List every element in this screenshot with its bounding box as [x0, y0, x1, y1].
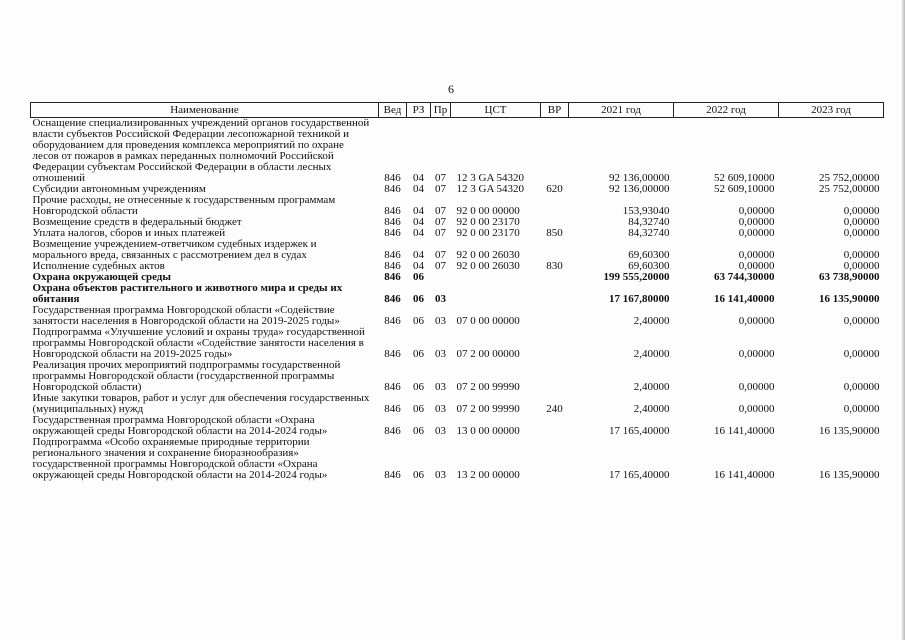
cell-2021: 84,32740	[628, 216, 670, 228]
cell-2023: 0,00000	[843, 205, 880, 217]
cell-cst: 13 0 00 00000	[456, 425, 520, 437]
cell-rz: 06	[413, 293, 424, 305]
cell-2022: 0,00000	[738, 260, 775, 272]
cell-2022: 52 609,10000	[714, 183, 775, 195]
cell-2023: 16 135,90000	[819, 469, 880, 481]
header-2022: 2022 год	[674, 103, 779, 118]
table-row	[31, 327, 884, 360]
cell-vr	[541, 239, 569, 261]
cell-2022: 0,00000	[738, 348, 775, 360]
cell-ved: 846	[384, 425, 401, 437]
cell-2021: 2,40000	[633, 403, 670, 415]
cell-vr: 620	[546, 183, 563, 195]
cell-name: Иные закупки товаров, работ и услуг для обеспечения государственных (муниципальных) нужд	[32, 392, 370, 415]
cell-vr	[541, 283, 569, 305]
header-name: Наименование	[31, 103, 379, 118]
cell-2021: 199 555,20000	[603, 271, 670, 283]
cell-rz: 06	[413, 315, 424, 327]
cell-cst: 07 2 00 00000	[456, 348, 520, 360]
cell-pr: 03	[435, 469, 446, 481]
table-row	[31, 393, 884, 415]
cell-2023: 25 752,00000	[819, 183, 880, 195]
cell-cst: 92 0 00 26030	[456, 249, 520, 261]
cell-2021: 92 136,00000	[609, 183, 670, 195]
cell-cst: 07 0 00 00000	[456, 315, 520, 327]
cell-pr: 03	[435, 403, 446, 415]
cell-name: Подпрограмма «Особо охраняемые природные территории регионального значения и сохранение биоразнообразия» государственной программы Новгородской области «Охрана окружающей среды Новгородской области на 2014-2024 годы»	[32, 436, 328, 481]
cell-2023: 25 752,00000	[819, 172, 880, 184]
cell-2023: 0,00000	[843, 216, 880, 228]
header-rz: РЗ	[407, 103, 431, 118]
cell-rz: 04	[413, 249, 424, 261]
cell-ved: 846	[384, 216, 401, 228]
cell-2021: 92 136,00000	[609, 172, 670, 184]
cell-2023: 0,00000	[843, 381, 880, 393]
cell-name: Субсидии автономным учреждениям	[32, 183, 206, 195]
table-row	[31, 415, 884, 437]
cell-2023: 0,00000	[843, 403, 880, 415]
cell-2021: 17 165,40000	[609, 469, 670, 481]
cell-name: Реализация прочих мероприятий подпрограммы государственной программы Новгородской области (государственной программы Новгородской области)	[32, 359, 341, 393]
scan-edge-shadow	[901, 0, 905, 640]
header-cst: ЦСТ	[451, 103, 541, 118]
cell-rz: 04	[413, 172, 424, 184]
table-row	[31, 360, 884, 393]
cell-ved: 846	[384, 172, 401, 184]
cell-2021: 69,60300	[628, 249, 670, 261]
cell-2023: 0,00000	[843, 315, 880, 327]
cell-rz: 04	[413, 260, 424, 272]
cell-pr: 03	[435, 293, 446, 305]
cell-rz: 04	[413, 205, 424, 217]
cell-2023: 63 738,90000	[819, 271, 880, 283]
cell-vr	[541, 272, 569, 283]
header-vr: ВР	[541, 103, 569, 118]
header-pr: Пр	[431, 103, 451, 118]
cell-vr	[541, 415, 569, 437]
cell-name: Возмещение учреждением-ответчиком судебных издержек и морального вреда, связанных с рассмотрением дел в судах	[32, 238, 317, 261]
cell-2022: 0,00000	[738, 216, 775, 228]
cell-name: Подпрограмма «Улучшение условий и охраны труда» государственной программы Новгородской области «Содействие занятости населения в Новгородской области на 2019-2025 годы»	[32, 326, 365, 360]
cell-pr: 07	[435, 216, 446, 228]
table-header-row	[31, 103, 884, 118]
header-2023: 2023 год	[779, 103, 884, 118]
cell-2021: 84,32740	[628, 227, 670, 239]
cell-ved: 846	[384, 271, 401, 283]
cell-ved: 846	[384, 469, 401, 481]
cell-2023: 0,00000	[843, 249, 880, 261]
cell-ved: 846	[384, 249, 401, 261]
page-number: 6	[448, 82, 454, 96]
cell-name: Охрана окружающей среды	[32, 271, 171, 283]
cell-ved: 846	[384, 381, 401, 393]
cell-name: Государственная программа Новгородской области «Охрана окружающей среды Новгородской области на 2014-2024 годы»	[32, 414, 328, 437]
header-ved: Вед	[379, 103, 407, 118]
cell-pr: 07	[435, 172, 446, 184]
table-row	[31, 118, 884, 185]
cell-cst	[451, 283, 541, 305]
cell-name: Государственная программа Новгородской области «Содействие занятости населения в Новгородской области на 2019-2025 годы»	[32, 304, 340, 327]
cell-2022: 0,00000	[738, 205, 775, 217]
cell-rz: 04	[413, 227, 424, 239]
cell-pr: 03	[435, 315, 446, 327]
cell-cst: 13 2 00 00000	[456, 469, 520, 481]
budget-table	[30, 102, 884, 481]
cell-2022: 0,00000	[738, 403, 775, 415]
cell-vr: 830	[546, 260, 563, 272]
table-row	[31, 283, 884, 305]
cell-pr	[431, 272, 451, 283]
cell-cst: 92 0 00 23170	[456, 227, 520, 239]
cell-name: Прочие расходы, не отнесенные к государственным программам Новгородской области	[32, 194, 336, 217]
cell-vr	[541, 195, 569, 217]
cell-ved: 846	[384, 183, 401, 195]
cell-rz: 06	[413, 381, 424, 393]
cell-ved: 846	[384, 293, 401, 305]
cell-name: Оснащение специализированных учреждений органов государственной власти субъектов Российской Федерации лесопожарной техникой и оборудованием для проведения комплекса мероприятий по охране лесов от пожаров в рамках переданных полномочий Российской Федерации субъектам Российской Федерации в области лесных отношений	[32, 117, 370, 184]
table-row	[31, 239, 884, 261]
cell-2022: 52 609,10000	[714, 172, 775, 184]
cell-2021: 17 167,80000	[609, 293, 670, 305]
cell-2022: 16 141,40000	[714, 293, 775, 305]
table-row	[31, 437, 884, 481]
cell-pr: 03	[435, 348, 446, 360]
cell-2021: 153,93040	[622, 205, 670, 217]
cell-2023: 16 135,90000	[819, 293, 880, 305]
cell-cst: 07 2 00 99990	[456, 403, 520, 415]
cell-2022: 63 744,30000	[714, 271, 775, 283]
cell-cst: 12 3 GA 54320	[456, 183, 525, 195]
cell-2021: 2,40000	[633, 381, 670, 393]
cell-rz: 06	[413, 425, 424, 437]
cell-vr	[541, 118, 569, 185]
cell-name: Охрана объектов растительного и животного мира и среды их обитания	[32, 282, 343, 305]
cell-cst: 07 2 00 99990	[456, 381, 520, 393]
cell-pr: 07	[435, 227, 446, 239]
cell-2022: 16 141,40000	[714, 425, 775, 437]
cell-pr: 03	[435, 381, 446, 393]
cell-vr	[541, 437, 569, 481]
cell-2023: 16 135,90000	[819, 425, 880, 437]
cell-2022: 16 141,40000	[714, 469, 775, 481]
table-row	[31, 305, 884, 327]
cell-name: Уплата налогов, сборов и иных платежей	[32, 227, 226, 239]
cell-name: Возмещение средств в федеральный бюджет	[32, 216, 242, 228]
cell-rz: 06	[413, 271, 424, 283]
table-row	[31, 195, 884, 217]
cell-vr	[541, 327, 569, 360]
cell-cst	[451, 272, 541, 283]
cell-2022: 0,00000	[738, 249, 775, 261]
cell-vr: 850	[546, 227, 563, 239]
cell-vr	[541, 360, 569, 393]
header-2021: 2021 год	[569, 103, 674, 118]
cell-pr: 07	[435, 260, 446, 272]
cell-name: Исполнение судебных актов	[32, 260, 165, 272]
cell-2021: 2,40000	[633, 315, 670, 327]
cell-cst: 12 3 GA 54320	[456, 172, 525, 184]
cell-pr: 03	[435, 425, 446, 437]
table-body	[31, 118, 884, 482]
cell-ved: 846	[384, 227, 401, 239]
cell-cst: 92 0 00 26030	[456, 260, 520, 272]
cell-rz: 06	[413, 348, 424, 360]
cell-2023: 0,00000	[843, 260, 880, 272]
cell-rz: 04	[413, 216, 424, 228]
cell-2023: 0,00000	[843, 348, 880, 360]
cell-ved: 846	[384, 315, 401, 327]
cell-2022: 0,00000	[738, 227, 775, 239]
cell-2021: 69,60300	[628, 260, 670, 272]
cell-ved: 846	[384, 348, 401, 360]
cell-ved: 846	[384, 403, 401, 415]
cell-rz: 04	[413, 183, 424, 195]
cell-2021: 2,40000	[633, 348, 670, 360]
cell-2023: 0,00000	[843, 227, 880, 239]
cell-2022: 0,00000	[738, 381, 775, 393]
cell-2021: 17 165,40000	[609, 425, 670, 437]
cell-vr	[541, 305, 569, 327]
cell-2022: 0,00000	[738, 315, 775, 327]
cell-ved: 846	[384, 260, 401, 272]
cell-cst: 92 0 00 00000	[456, 205, 520, 217]
cell-pr: 07	[435, 183, 446, 195]
cell-pr: 07	[435, 249, 446, 261]
cell-cst: 92 0 00 23170	[456, 216, 520, 228]
cell-rz: 06	[413, 469, 424, 481]
cell-ved: 846	[384, 205, 401, 217]
cell-rz: 06	[413, 403, 424, 415]
cell-pr: 07	[435, 205, 446, 217]
cell-vr: 240	[546, 403, 563, 415]
